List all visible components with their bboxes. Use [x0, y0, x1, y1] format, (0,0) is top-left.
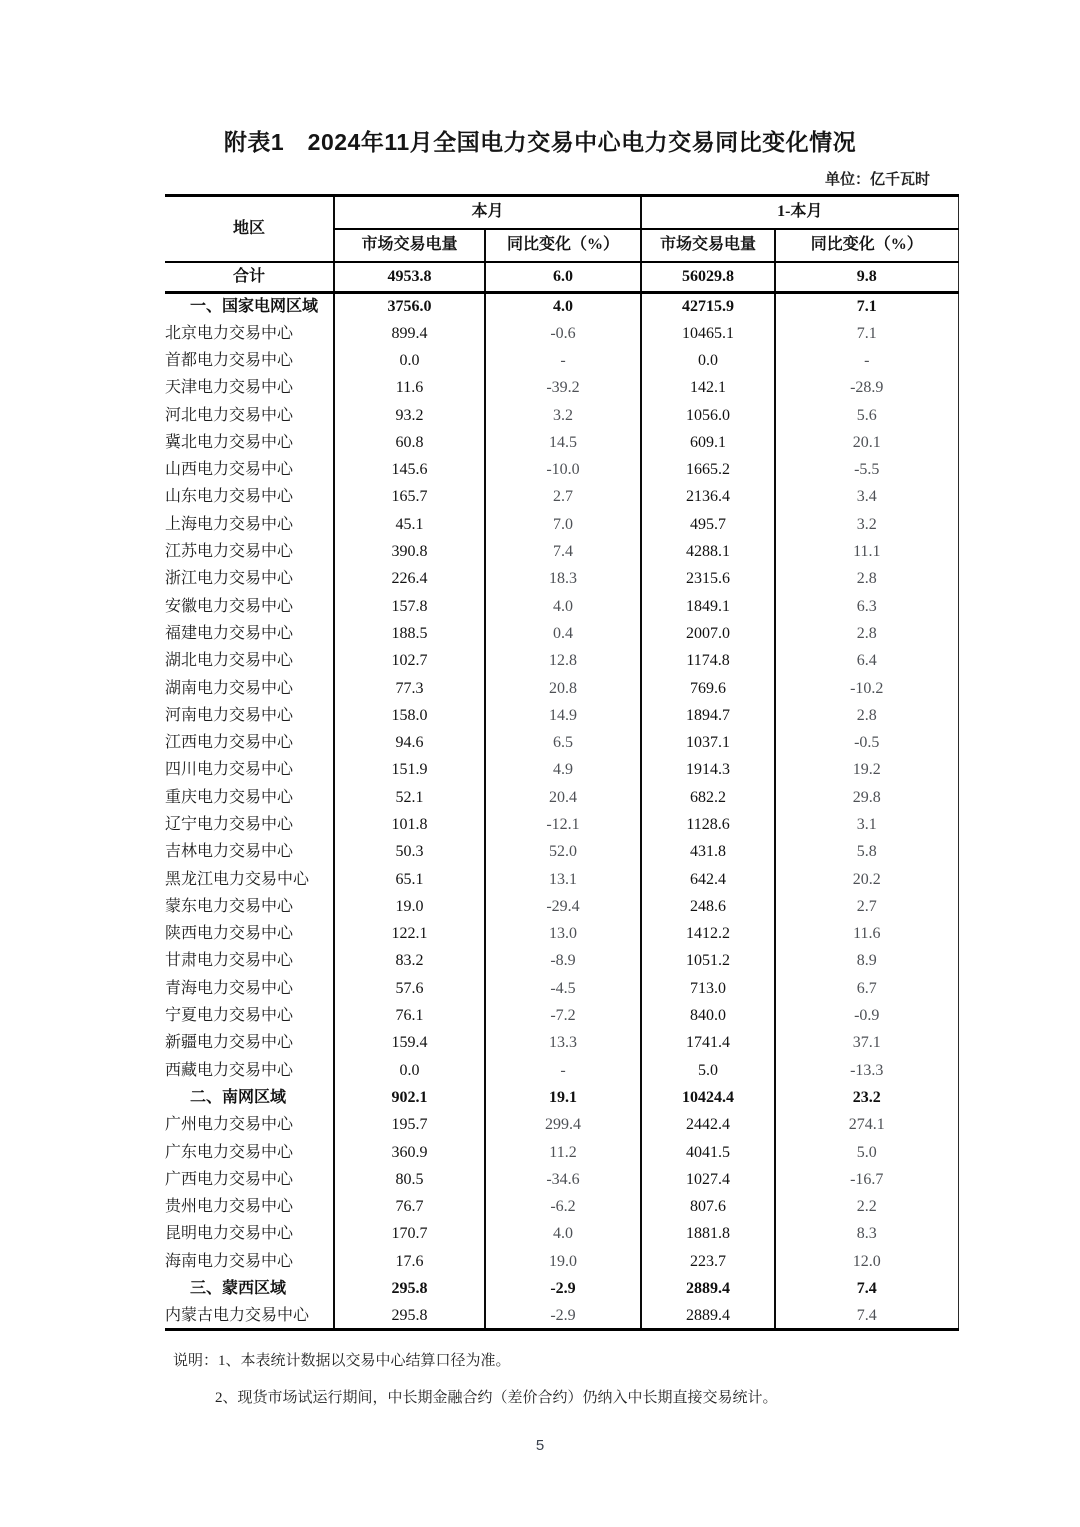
cum-yoy-cell: 2.2	[775, 1193, 958, 1220]
table-row	[165, 729, 958, 756]
region-cell: 浙江电力交易中心	[165, 570, 294, 588]
table-row	[165, 402, 958, 429]
region-cell: 贵州电力交易中心	[165, 1198, 294, 1216]
region-cell: 内蒙古电力交易中心	[165, 1306, 310, 1324]
region-cell: 合计	[165, 262, 334, 293]
table-row	[165, 920, 958, 947]
region-cell: 海南电力交易中心	[165, 1252, 294, 1270]
month-volume-cell: 76.7	[334, 1193, 485, 1220]
month-volume-cell: 295.8	[334, 1275, 485, 1302]
cum-yoy-cell: -0.9	[775, 1002, 958, 1029]
cum-volume-cell: 642.4	[641, 866, 775, 893]
month-yoy-cell: -34.6	[485, 1166, 641, 1193]
cum-volume-cell: 4288.1	[641, 538, 775, 565]
region-cell: 甘肃电力交易中心	[165, 952, 294, 970]
cum-yoy-cell: 20.2	[775, 866, 958, 893]
cum-yoy-cell: 2.7	[775, 893, 958, 920]
region-cell: 新疆电力交易中心	[165, 1034, 294, 1052]
month-volume-cell: 83.2	[334, 948, 485, 975]
cum-yoy-cell: 6.7	[775, 975, 958, 1002]
cum-yoy-cell: 7.1	[775, 293, 958, 320]
table-row	[165, 1193, 958, 1220]
col-header-current-month: 本月	[334, 196, 641, 229]
cum-yoy-cell: 3.2	[775, 511, 958, 538]
table-row	[165, 293, 958, 320]
cum-yoy-cell: 9.8	[775, 262, 958, 293]
month-yoy-cell: 14.9	[485, 702, 641, 729]
month-volume-cell: 65.1	[334, 866, 485, 893]
table-row	[165, 1221, 958, 1248]
month-yoy-cell: -12.1	[485, 811, 641, 838]
region-cell: 湖北电力交易中心	[165, 652, 294, 670]
cum-volume-cell: 807.6	[641, 1193, 775, 1220]
cum-yoy-cell: 5.6	[775, 402, 958, 429]
cum-yoy-cell: 5.8	[775, 838, 958, 865]
table-row	[165, 565, 958, 592]
region-cell: 首都电力交易中心	[165, 351, 294, 369]
cum-volume-cell: 1849.1	[641, 593, 775, 620]
month-yoy-cell: 3.2	[485, 402, 641, 429]
month-volume-cell: 360.9	[334, 1139, 485, 1166]
cum-yoy-cell: 2.8	[775, 620, 958, 647]
cum-yoy-cell: -28.9	[775, 374, 958, 401]
month-yoy-cell: 18.3	[485, 565, 641, 592]
month-yoy-cell: -10.0	[485, 456, 641, 483]
month-yoy-cell: 4.9	[485, 757, 641, 784]
table-row	[165, 647, 958, 674]
col-header-month-yoy: 同比变化（%）	[485, 229, 641, 262]
month-volume-cell: 188.5	[334, 620, 485, 647]
month-volume-cell: 60.8	[334, 429, 485, 456]
cum-yoy-cell: 274.1	[775, 1111, 958, 1138]
table-row	[165, 893, 958, 920]
region-cell: 冀北电力交易中心	[165, 433, 294, 451]
cum-volume-cell: 10424.4	[641, 1084, 775, 1111]
header-row-groups	[165, 196, 958, 229]
region-cell: 天津电力交易中心	[165, 379, 294, 397]
region-cell: 广州电力交易中心	[165, 1116, 294, 1134]
table-header	[165, 196, 958, 262]
region-cell: 陕西电力交易中心	[165, 925, 294, 943]
month-yoy-cell: 6.0	[485, 262, 641, 293]
cum-yoy-cell: -10.2	[775, 675, 958, 702]
month-yoy-cell: 19.0	[485, 1248, 641, 1275]
month-yoy-cell: 52.0	[485, 838, 641, 865]
region-cell: 西藏电力交易中心	[165, 1061, 294, 1079]
region-cell: 安徽电力交易中心	[165, 597, 294, 615]
month-yoy-cell: 4.0	[485, 1221, 641, 1248]
col-header-region: 地区	[165, 196, 334, 262]
table-row	[165, 320, 958, 347]
month-yoy-cell: -29.4	[485, 893, 641, 920]
cum-volume-cell: 1665.2	[641, 456, 775, 483]
month-yoy-cell: 4.0	[485, 593, 641, 620]
region-cell: 昆明电力交易中心	[165, 1225, 294, 1243]
month-yoy-cell: 4.0	[485, 293, 641, 320]
cum-yoy-cell: 8.3	[775, 1221, 958, 1248]
region-cell: 一、国家电网区域	[190, 298, 319, 316]
month-volume-cell: 165.7	[334, 484, 485, 511]
cum-yoy-cell: 20.1	[775, 429, 958, 456]
month-volume-cell: 102.7	[334, 647, 485, 674]
table-row	[165, 593, 958, 620]
cum-yoy-cell: 2.8	[775, 702, 958, 729]
cum-yoy-cell: -16.7	[775, 1166, 958, 1193]
region-cell: 蒙东电力交易中心	[165, 897, 294, 915]
table-row	[165, 1166, 958, 1193]
cum-volume-cell: 223.7	[641, 1248, 775, 1275]
table-row	[165, 1275, 958, 1302]
cum-volume-cell: 2442.4	[641, 1111, 775, 1138]
cum-yoy-cell: 3.4	[775, 484, 958, 511]
footnote-line: 2、现货市场试运行期间，中长期金融合约（差价合约）仍纳入中长期直接交易统计。	[215, 1390, 778, 1407]
month-yoy-cell: -	[485, 347, 641, 374]
region-cell: 吉林电力交易中心	[165, 843, 294, 861]
table-row	[165, 1002, 958, 1029]
table-row	[165, 702, 958, 729]
cum-volume-cell: 1037.1	[641, 729, 775, 756]
month-volume-cell: 0.0	[334, 1057, 485, 1084]
table-row	[165, 538, 958, 565]
region-cell: 江西电力交易中心	[165, 734, 294, 752]
cum-yoy-cell: -13.3	[775, 1057, 958, 1084]
cum-volume-cell: 1027.4	[641, 1166, 775, 1193]
cum-volume-cell: 495.7	[641, 511, 775, 538]
region-cell: 河北电力交易中心	[165, 406, 294, 424]
region-cell: 青海电力交易中心	[165, 979, 294, 997]
month-yoy-cell: 13.1	[485, 866, 641, 893]
cum-yoy-cell: 3.1	[775, 811, 958, 838]
month-volume-cell: 57.6	[334, 975, 485, 1002]
month-volume-cell: 122.1	[334, 920, 485, 947]
table-body	[165, 262, 958, 1330]
cum-volume-cell: 5.0	[641, 1057, 775, 1084]
month-volume-cell: 45.1	[334, 511, 485, 538]
cum-volume-cell: 10465.1	[641, 320, 775, 347]
region-cell: 辽宁电力交易中心	[165, 815, 294, 833]
region-cell: 上海电力交易中心	[165, 515, 294, 533]
cum-volume-cell: 1894.7	[641, 702, 775, 729]
cum-volume-cell: 713.0	[641, 975, 775, 1002]
month-volume-cell: 195.7	[334, 1111, 485, 1138]
table-row	[165, 429, 958, 456]
table-row	[165, 1111, 958, 1138]
table-row	[165, 975, 958, 1002]
region-cell: 三、蒙西区域	[190, 1280, 287, 1298]
cum-yoy-cell: 29.8	[775, 784, 958, 811]
cum-volume-cell: 0.0	[641, 347, 775, 374]
cum-volume-cell: 2889.4	[641, 1275, 775, 1302]
page-title: 附表1 2024年11月全国电力交易中心电力交易同比变化情况	[223, 129, 857, 155]
cum-volume-cell: 1056.0	[641, 402, 775, 429]
cum-volume-cell: 142.1	[641, 374, 775, 401]
month-yoy-cell: -	[485, 1057, 641, 1084]
region-cell: 北京电力交易中心	[165, 324, 294, 342]
table-row	[165, 1139, 958, 1166]
month-volume-cell: 157.8	[334, 593, 485, 620]
footnotes	[173, 1351, 1080, 1408]
cum-volume-cell: 4041.5	[641, 1139, 775, 1166]
table-row	[165, 675, 958, 702]
table-row	[165, 866, 958, 893]
cum-yoy-cell: 19.2	[775, 757, 958, 784]
region-cell: 福建电力交易中心	[165, 624, 294, 642]
month-yoy-cell: 6.5	[485, 729, 641, 756]
month-yoy-cell: -8.9	[485, 948, 641, 975]
cum-volume-cell: 1412.2	[641, 920, 775, 947]
month-volume-cell: 170.7	[334, 1221, 485, 1248]
month-yoy-cell: 12.8	[485, 647, 641, 674]
region-cell: 山东电力交易中心	[165, 488, 294, 506]
table-row	[165, 262, 958, 293]
cum-yoy-cell: 6.4	[775, 647, 958, 674]
month-yoy-cell: 13.0	[485, 920, 641, 947]
month-yoy-cell: -39.2	[485, 374, 641, 401]
cum-yoy-cell: 5.0	[775, 1139, 958, 1166]
month-yoy-cell: 0.4	[485, 620, 641, 647]
power-trading-table	[165, 194, 959, 1331]
page-number: 5	[535, 1437, 545, 1455]
cum-yoy-cell: 2.8	[775, 565, 958, 592]
month-volume-cell: 11.6	[334, 374, 485, 401]
month-yoy-cell: 19.1	[485, 1084, 641, 1111]
month-yoy-cell: 14.5	[485, 429, 641, 456]
month-volume-cell: 52.1	[334, 784, 485, 811]
month-volume-cell: 4953.8	[334, 262, 485, 293]
region-cell: 四川电力交易中心	[165, 761, 294, 779]
month-volume-cell: 158.0	[334, 702, 485, 729]
month-yoy-cell: -6.2	[485, 1193, 641, 1220]
month-volume-cell: 159.4	[334, 1030, 485, 1057]
unit-label: 单位：亿千瓦时	[824, 172, 930, 188]
cum-volume-cell: 1128.6	[641, 811, 775, 838]
cum-yoy-cell: 37.1	[775, 1030, 958, 1057]
table-row	[165, 838, 958, 865]
month-yoy-cell: -2.9	[485, 1302, 641, 1329]
region-cell: 河南电力交易中心	[165, 706, 294, 724]
col-header-month-volume: 市场交易电量	[334, 229, 485, 262]
col-header-cum-yoy: 同比变化（%）	[775, 229, 958, 262]
cum-volume-cell: 1741.4	[641, 1030, 775, 1057]
cum-yoy-cell: -5.5	[775, 456, 958, 483]
month-yoy-cell: 20.8	[485, 675, 641, 702]
cum-volume-cell: 609.1	[641, 429, 775, 456]
cum-volume-cell: 42715.9	[641, 293, 775, 320]
cum-volume-cell: 1914.3	[641, 757, 775, 784]
region-cell: 二、南网区域	[190, 1088, 287, 1106]
cum-volume-cell: 682.2	[641, 784, 775, 811]
cum-yoy-cell: -	[775, 347, 958, 374]
cum-volume-cell: 1881.8	[641, 1221, 775, 1248]
cum-volume-cell: 769.6	[641, 675, 775, 702]
cum-volume-cell: 248.6	[641, 893, 775, 920]
month-yoy-cell: -7.2	[485, 1002, 641, 1029]
month-yoy-cell: 11.2	[485, 1139, 641, 1166]
cum-yoy-cell: 8.9	[775, 948, 958, 975]
month-volume-cell: 390.8	[334, 538, 485, 565]
table-row	[165, 1302, 958, 1329]
region-cell: 广西电力交易中心	[165, 1170, 294, 1188]
month-volume-cell: 93.2	[334, 402, 485, 429]
table-row	[165, 456, 958, 483]
month-volume-cell: 94.6	[334, 729, 485, 756]
table-row	[165, 757, 958, 784]
month-volume-cell: 226.4	[334, 565, 485, 592]
month-volume-cell: 101.8	[334, 811, 485, 838]
cum-volume-cell: 2007.0	[641, 620, 775, 647]
month-volume-cell: 902.1	[334, 1084, 485, 1111]
table-row	[165, 1030, 958, 1057]
cum-yoy-cell: 7.4	[775, 1275, 958, 1302]
cum-yoy-cell: -0.5	[775, 729, 958, 756]
cum-yoy-cell: 11.1	[775, 538, 958, 565]
month-yoy-cell: 299.4	[485, 1111, 641, 1138]
table-row	[165, 1248, 958, 1275]
month-yoy-cell: -2.9	[485, 1275, 641, 1302]
cum-volume-cell: 840.0	[641, 1002, 775, 1029]
table-row	[165, 1084, 958, 1111]
table-row	[165, 1057, 958, 1084]
region-cell: 广东电力交易中心	[165, 1143, 294, 1161]
col-header-cum-volume: 市场交易电量	[641, 229, 775, 262]
cum-volume-cell: 1174.8	[641, 647, 775, 674]
table-row	[165, 620, 958, 647]
footnote-line: 说明：1、本表统计数据以交易中心结算口径为准。	[173, 1353, 511, 1370]
region-cell: 湖南电力交易中心	[165, 679, 294, 697]
month-volume-cell: 80.5	[334, 1166, 485, 1193]
month-yoy-cell: -0.6	[485, 320, 641, 347]
table-row	[165, 784, 958, 811]
table-row	[165, 811, 958, 838]
month-volume-cell: 151.9	[334, 757, 485, 784]
cum-volume-cell: 56029.8	[641, 262, 775, 293]
cum-volume-cell: 2136.4	[641, 484, 775, 511]
region-cell: 黑龙江电力交易中心	[165, 870, 310, 888]
cum-volume-cell: 2889.4	[641, 1302, 775, 1329]
cum-yoy-cell: 23.2	[775, 1084, 958, 1111]
table-row	[165, 948, 958, 975]
month-volume-cell: 17.6	[334, 1248, 485, 1275]
table-row	[165, 484, 958, 511]
region-cell: 江苏电力交易中心	[165, 543, 294, 561]
month-yoy-cell: 7.0	[485, 511, 641, 538]
month-volume-cell: 50.3	[334, 838, 485, 865]
month-volume-cell: 0.0	[334, 347, 485, 374]
table-row	[165, 347, 958, 374]
cum-yoy-cell: 7.1	[775, 320, 958, 347]
col-header-cumulative: 1-本月	[641, 196, 958, 229]
table-row	[165, 374, 958, 401]
cum-volume-cell: 431.8	[641, 838, 775, 865]
cum-yoy-cell: 11.6	[775, 920, 958, 947]
month-volume-cell: 3756.0	[334, 293, 485, 320]
month-yoy-cell: 20.4	[485, 784, 641, 811]
month-volume-cell: 899.4	[334, 320, 485, 347]
table-row	[165, 511, 958, 538]
month-volume-cell: 295.8	[334, 1302, 485, 1329]
region-cell: 宁夏电力交易中心	[165, 1007, 294, 1025]
month-volume-cell: 145.6	[334, 456, 485, 483]
cum-yoy-cell: 7.4	[775, 1302, 958, 1329]
month-yoy-cell: 7.4	[485, 538, 641, 565]
region-cell: 重庆电力交易中心	[165, 788, 294, 806]
region-cell: 山西电力交易中心	[165, 461, 294, 479]
month-yoy-cell: -4.5	[485, 975, 641, 1002]
month-yoy-cell: 2.7	[485, 484, 641, 511]
cum-yoy-cell: 6.3	[775, 593, 958, 620]
cum-volume-cell: 2315.6	[641, 565, 775, 592]
cum-volume-cell: 1051.2	[641, 948, 775, 975]
month-volume-cell: 19.0	[334, 893, 485, 920]
month-yoy-cell: 13.3	[485, 1030, 641, 1057]
month-volume-cell: 76.1	[334, 1002, 485, 1029]
cum-yoy-cell: 12.0	[775, 1248, 958, 1275]
month-volume-cell: 77.3	[334, 675, 485, 702]
